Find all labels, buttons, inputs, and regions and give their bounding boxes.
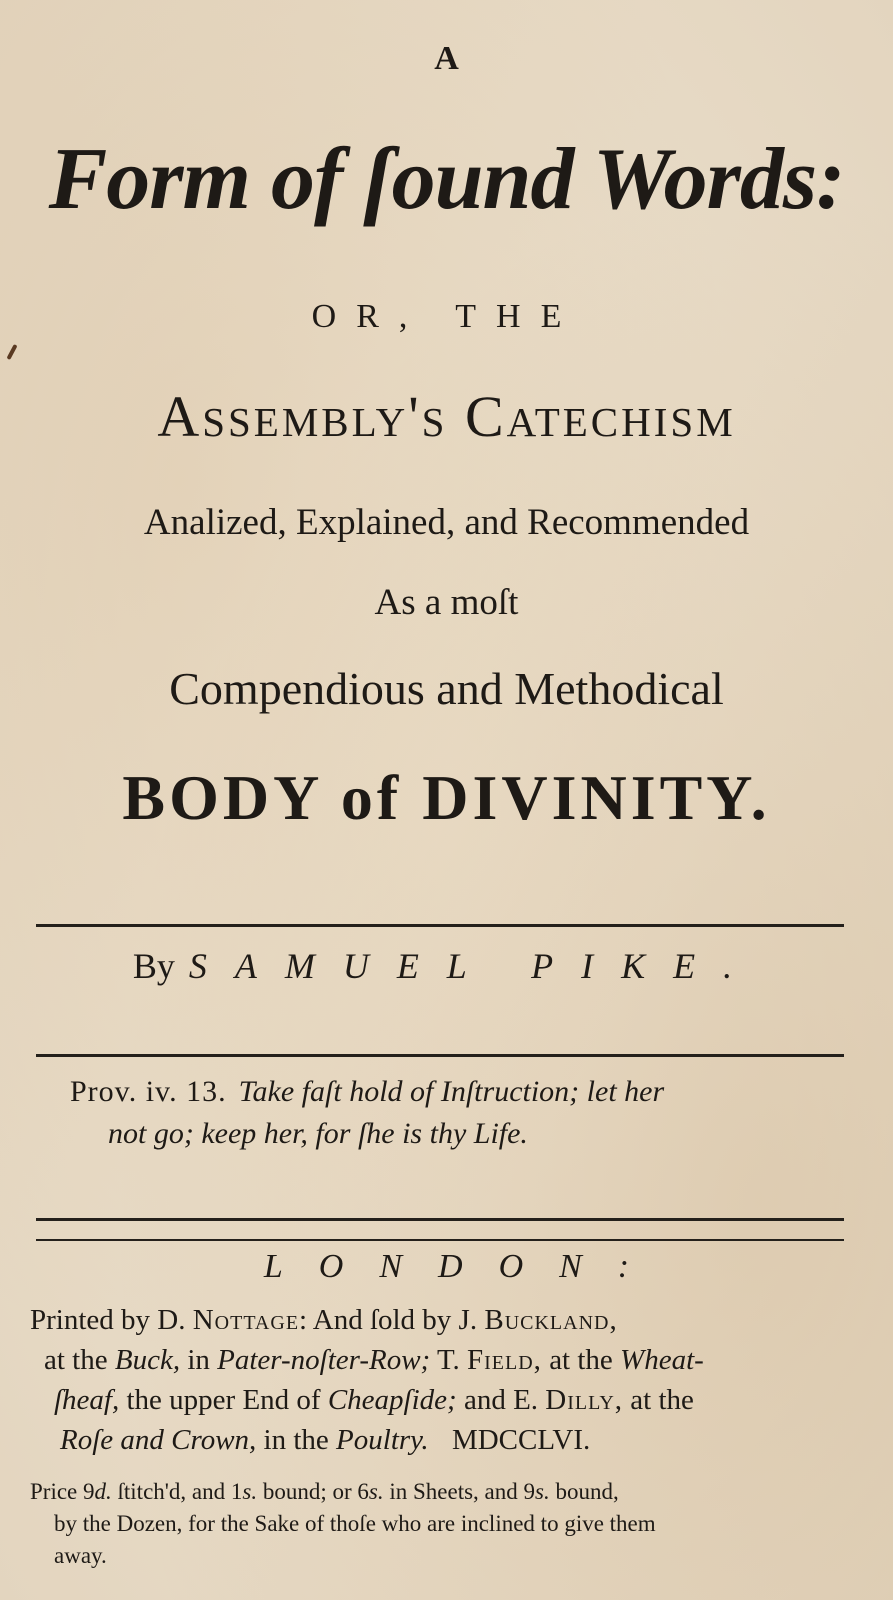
price-unit: s. [242,1479,258,1504]
imprint-text: at the [44,1344,108,1376]
price-text: bound, [555,1479,619,1504]
imprint-text: the upper End of [126,1384,321,1416]
imprint-text: T. [436,1344,460,1376]
price-text: bound; or 6 [262,1479,369,1504]
author-by: By [132,946,175,986]
price-line-1 [30,1480,619,1503]
subtitle-or-the: OR, THE [311,298,582,335]
subtitle-body-of-divinity: BODY of DIVINITY. [122,762,771,833]
imprint-text: in the [263,1424,329,1456]
subtitle-assembly: Assembly's Catechism [157,384,736,449]
divider-rule [36,924,844,927]
street-name: Pater-noſter-Row; [217,1344,431,1376]
imprint-text: Printed by D. [30,1304,186,1336]
imprint-line-1 [30,1306,850,1335]
price-line-3: away. [54,1543,107,1568]
imprint-text: and E. [463,1384,539,1416]
subtitle-compendious: Compendious and Methodical [169,663,724,714]
imprint-line-3 [54,1386,874,1415]
shop-sign: ſheaf, [54,1384,120,1416]
shop-sign: Buck, [114,1344,181,1376]
bookseller-name: Buckland, [484,1304,618,1336]
imprint-text: at the [549,1344,613,1376]
divider-rule [36,1054,844,1057]
subtitle-as-most: As a moſt [374,582,519,623]
imprint-line-2 [44,1346,864,1375]
divider-rule [36,1239,844,1241]
street-name: Poultry. [336,1424,429,1456]
epigraph-line-2: not go; keep her, for ſhe is thy Life. [108,1117,528,1150]
price-text: ſtitch'd, and 1 [117,1479,243,1504]
printer-name: Nottage [192,1304,300,1336]
imprint-place: LONDON: [263,1248,666,1285]
epigraph-reference: Prov. iv. 13. [70,1075,227,1108]
price-text: in Sheets, and 9 [389,1479,536,1504]
bookseller-name: Field, [467,1344,542,1376]
shop-sign: Wheat- [620,1344,704,1376]
street-name: Cheapſide; [327,1384,457,1416]
epigraph [70,1072,860,1112]
divider-rule [36,1218,844,1221]
subtitle-analized: Analized, Explained, and Recommended [143,502,750,543]
imprint-text: : And ſold by J. [299,1304,478,1336]
author-line [0,948,893,984]
price-unit: s. [368,1479,384,1504]
title-article: A [434,40,459,77]
price-line-2: by the Dozen, for the Sake of thoſe who are inclined to give them [54,1511,656,1536]
epigraph-line-1: Take faſt hold of Inſtruction; let her [238,1075,665,1108]
publication-year: MDCCLVI. [451,1424,591,1456]
price-unit: d. [94,1479,112,1504]
imprint-text: in [187,1344,210,1376]
price-unit: s. [535,1479,550,1504]
imprint-line-4 [60,1426,880,1455]
author-name: SAMUEL PIKE. [188,946,761,986]
bookseller-name: Dilly, [545,1384,624,1416]
ink-mark [6,344,17,360]
shop-sign: Roſe and Crown, [60,1424,257,1456]
main-title: Form of ſound Words: [48,131,845,228]
imprint-text: at the [630,1384,694,1416]
price-text: Price 9 [30,1479,95,1504]
